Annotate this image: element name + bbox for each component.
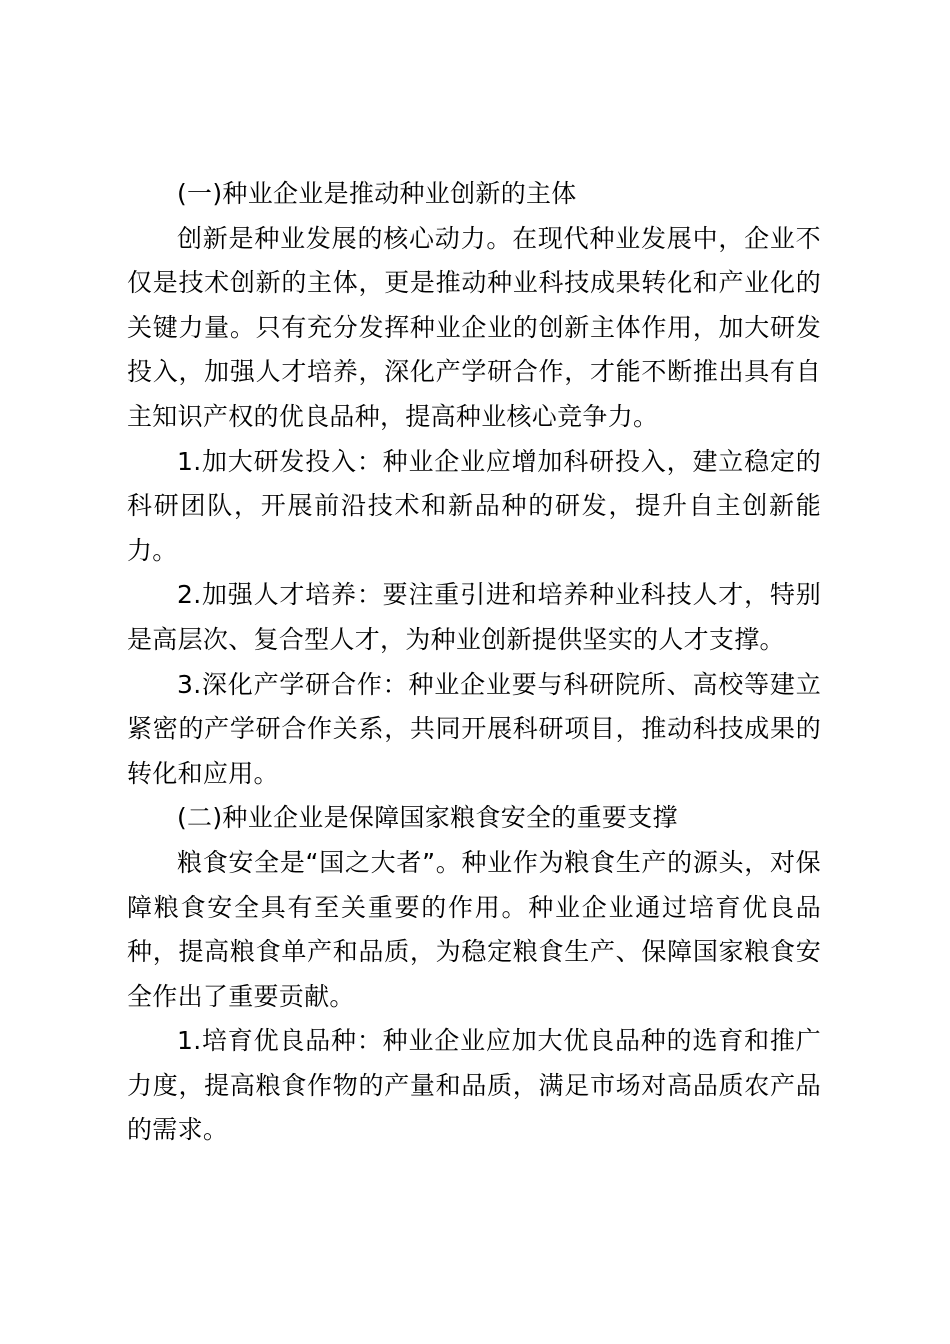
paragraph-food-security: 粮食安全是“国之大者”。种业作为粮食生产的源头，对保障粮食安全具有至关重要的作用。种业企业通过培育优良品种，提高粮食单产和品质，为稳定粮食生产、保障国家粮食安全作出了重要贡献。 bbox=[127, 847, 821, 1011]
list-item-rd-investment: 1.加大研发投入：种业企业应增加科研投入，建立稳定的科研团队，开展前沿技术和新品种的研发，提升自主创新能力。 bbox=[127, 446, 821, 565]
section-heading-2: (二)种业企业是保障国家粮食安全的重要支撑 bbox=[177, 803, 678, 833]
list-item-talent-training: 2.加强人才培养：要注重引进和培养种业科技人才，特别是高层次、复合型人才，为种业创新提供坚实的人才支撑。 bbox=[127, 580, 821, 654]
list-item-breeding-varieties: 1.培育优良品种：种业企业应加大优良品种的选育和推广力度，提高粮食作物的产量和品质，满足市场对高品质农产品的需求。 bbox=[127, 1026, 821, 1145]
section-heading-1: (一)种业企业是推动种业创新的主体 bbox=[177, 179, 577, 208]
list-item-industry-research-cooperation: 3.深化产学研合作：种业企业要与科研院所、高校等建立紧密的产学研合作关系，共同开展科研项目，推动科技成果的转化和应用。 bbox=[127, 669, 821, 788]
paragraph-innovation: 创新是种业发展的核心动力。在现代种业发展中，企业不仅是技术创新的主体，更是推动种业科技成果转化和产业化的关键力量。只有充分发挥种业企业的创新主体作用，加大研发投入，加强人才培养，深化产学研合作，才能不断推出具有自主知识产权的优良品种，提高种业核心竞争力。 bbox=[127, 223, 821, 431]
document-body bbox=[127, 172, 821, 1153]
